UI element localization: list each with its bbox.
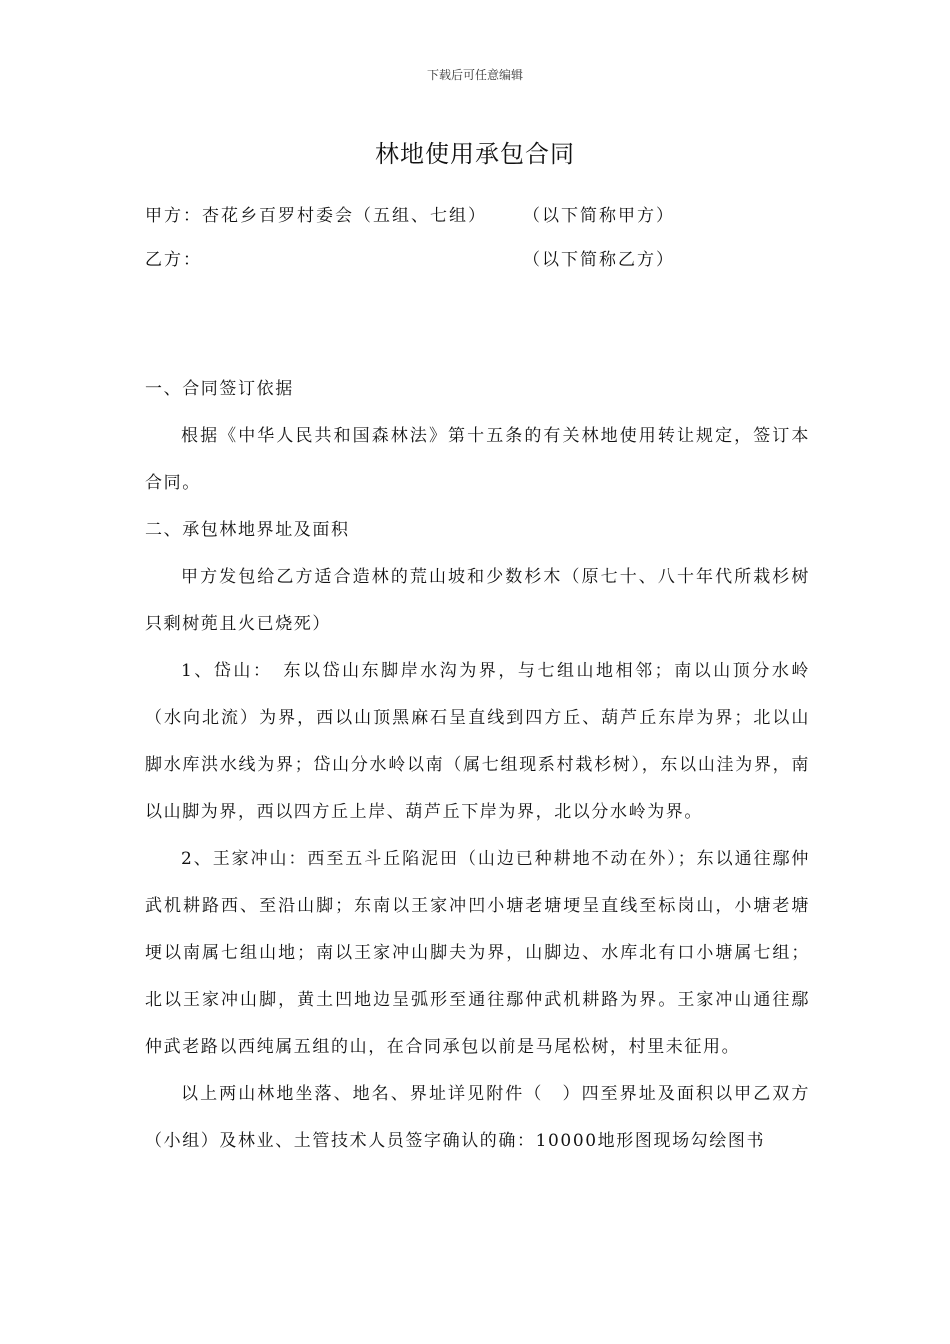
- paragraph-land-description: 甲方发包给乙方适合造林的荒山坡和少数杉木（原七十、八十年代所栽杉树只剩树蔸且火已烧死）: [145, 567, 810, 634]
- paragraph-daishan: 1、岱山： 东以岱山东脚岸水沟为界，与七组山地相邻；南以山顶分水岭（水向北流）为界，西以山顶黑麻石呈直线到四方丘、葫芦丘东岸为界；北以山脚水库洪水线为界；岱山分水岭以南（属七组现系村栽杉树），东以山洼为界，南以山脚为界，西以四方丘上岸、葫芦丘下岸为界，北以分水岭为界。: [145, 661, 810, 822]
- party-a-note: （以下简称甲方）: [523, 206, 675, 226]
- contract-body: [145, 366, 810, 1165]
- section-heading-basis: 一、合同签订依据: [145, 379, 294, 399]
- contract-title: 林地使用承包合同: [375, 140, 575, 168]
- paragraph-attachment: 以上两山林地坐落、地名、界址详见附件（ ）四至界址及面积以甲乙双方（小组）及林业、土管技术人员签字确认的确：10000地形图现场勾绘图书: [145, 1084, 810, 1151]
- paragraph-basis: 根据《中华人民共和国森林法》第十五条的有关林地使用转让规定，签订本合同。: [145, 426, 810, 493]
- download-note: 下载后可任意编辑: [426, 68, 523, 82]
- party-b-note: （以下简称乙方）: [523, 250, 675, 270]
- party-b-label: 乙方：: [145, 250, 202, 270]
- paragraph-wangjiachong: 2、王家冲山：西至五斗丘陷泥田（山边已种耕地不动在外）；东以通往鄢仲武机耕路西、至沿山脚；东南以王家冲凹小塘老塘埂呈直线至标岗山，小塘老塘埂以南属七组山地；南以王家冲山脚夫为界，山脚边、水库北有口小塘属七组；北以王家冲山脚，黄土凹地边呈弧形至通往鄢仲武机耕路为界。王家冲山通往鄢仲武老路以西纯属五组的山，在合同承包以前是马尾松树，村里未征用。: [145, 849, 810, 1057]
- section-heading-boundaries: 二、承包林地界址及面积: [145, 520, 350, 540]
- party-a-label: 甲方：杏花乡百罗村委会（五组、七组）: [145, 206, 487, 226]
